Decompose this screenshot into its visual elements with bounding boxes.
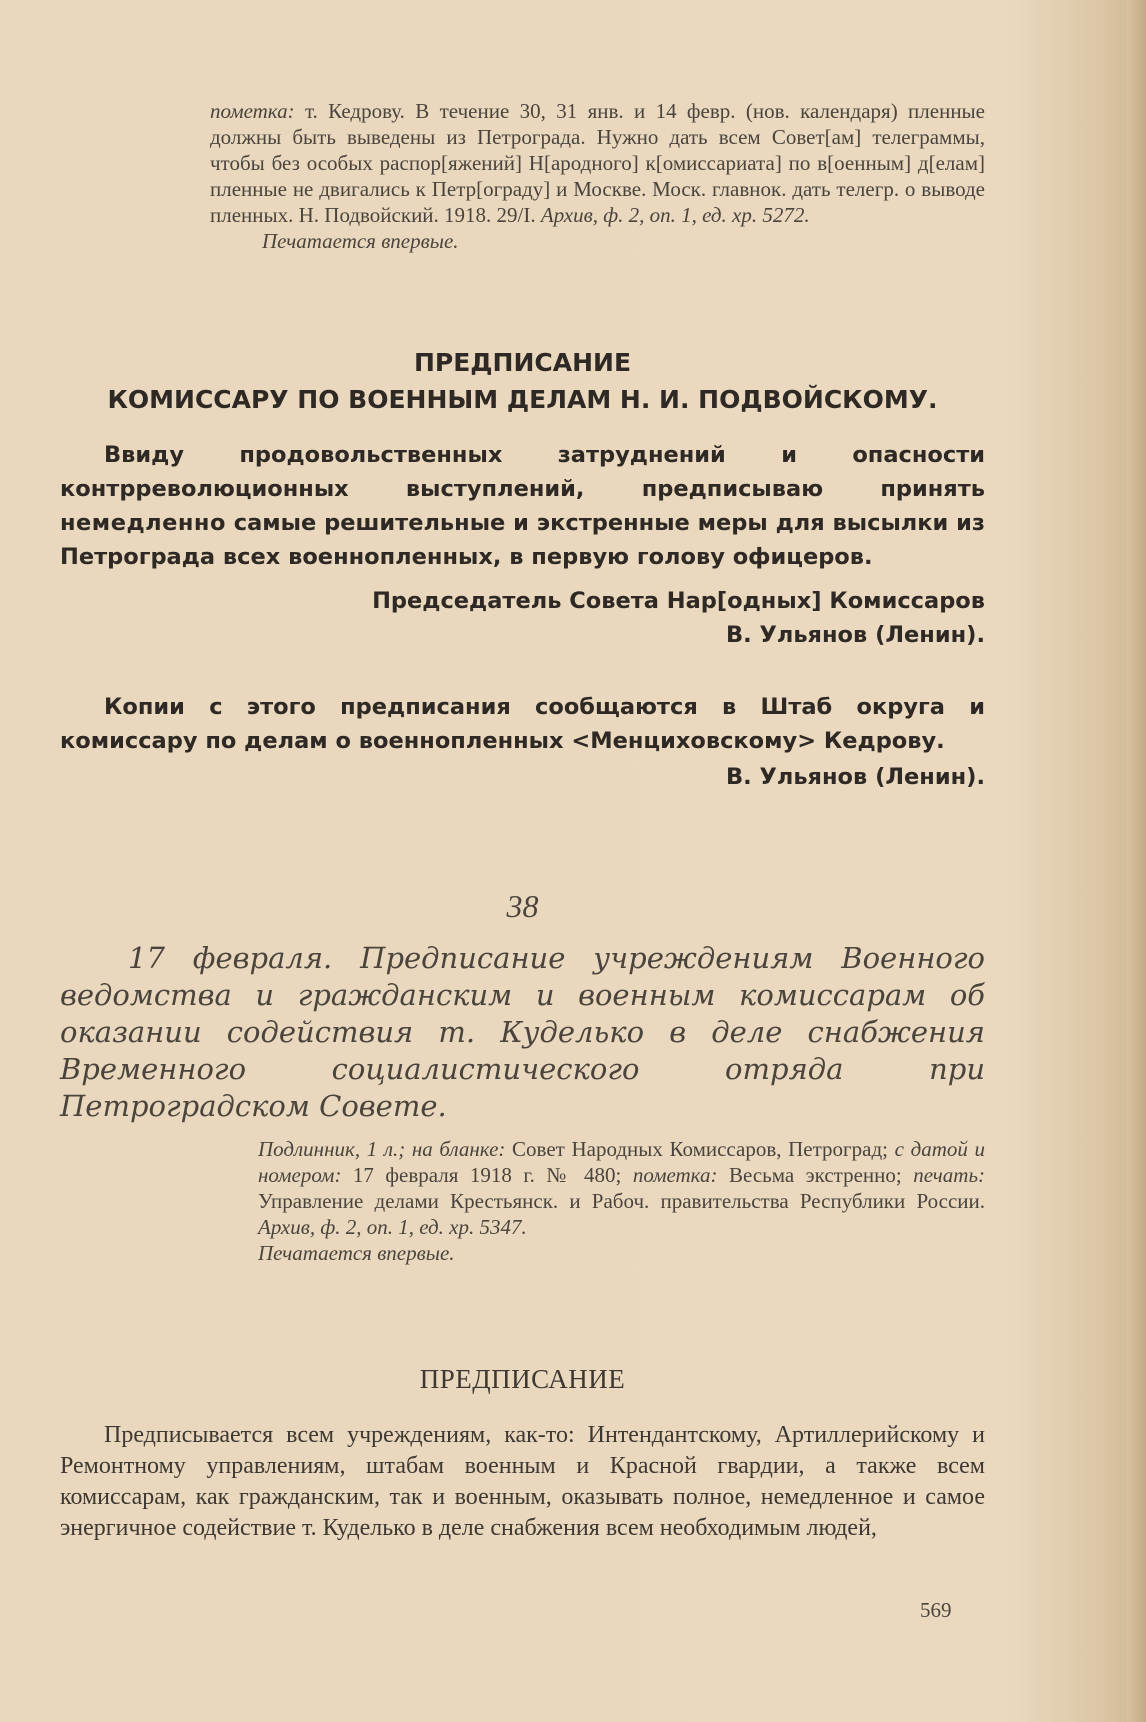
- order1-signature: [60, 584, 985, 652]
- source-printed: Печатается впервые.: [258, 1241, 455, 1265]
- source-text: [258, 1136, 985, 1240]
- source-label-1: Подлинник, 1 л.; на бланке:: [258, 1137, 506, 1161]
- source-label-3: пометка:: [632, 1163, 718, 1187]
- document-number: 38: [506, 888, 539, 924]
- source-text-3: Весьма экстренно;: [717, 1163, 914, 1187]
- signature-title: Председатель Совета Нар[одных] Комиссаров: [372, 588, 985, 614]
- page-number: 569: [920, 1598, 952, 1622]
- order2-text: Предписывается всем учреждениям, как-то: Интендантскому, Артиллерийскому и Ремонтному управлениям, штабам военным и Красной гвардии, а также всем комиссарам, как гражданским, так и военным, оказывать полное, немедленное и самое энергичное содействие т. Куделько в деле снабжения всем необходимым людей,: [60, 1422, 985, 1541]
- copies-block: [60, 690, 985, 758]
- order1-body-emph: немедленно: [60, 510, 226, 536]
- document-heading: 17 февраля. Предписание учреждениям Военного ведомства и гражданским и военным комиссарам об оказании содействия т. Куделько в деле снабжения Временного социалистического отряда при Петроградском Совете.: [60, 941, 985, 1123]
- page-edge: [1126, 0, 1146, 1722]
- copies-signature: В. Ульянов (Ленин).: [725, 764, 985, 790]
- order1-body-before: Ввиду продовольственных затруднений и опасности контрреволюционных выступлений, предписываю принять: [60, 442, 985, 502]
- order1-body-after: самые решительные и экстренные меры для высылки из Петрограда всех военнопленных, в первую голову офицеров.: [60, 510, 985, 570]
- order2-title: ПРЕДПИСАНИЕ: [419, 1364, 626, 1394]
- order1-body: [60, 438, 985, 574]
- note-printed: Печатается впервые.: [262, 229, 459, 253]
- copies-text: Копии с этого предписания сообщаются в Штаб округа и комиссару по делам о военнопленных <Менциховскому> Кедрову.: [60, 694, 985, 754]
- order1-title: [60, 344, 985, 418]
- order1-title-line2: КОМИССАРУ ПО ВОЕННЫМ ДЕЛАМ Н. И. ПОДВОЙСКОМУ.: [107, 385, 938, 414]
- source-text-2: 17 февраля 1918 г. № 480;: [341, 1163, 633, 1187]
- note-label: пометка:: [210, 99, 295, 123]
- source-label-2: с датой и номером:: [258, 1137, 985, 1187]
- order1-title-line1: ПРЕДПИСАНИЕ: [413, 348, 632, 377]
- source-archive: Архив, ф. 2, оп. 1, ед. хр. 5347.: [258, 1215, 527, 1239]
- document-source: [258, 1136, 985, 1266]
- top-note-text: [210, 98, 985, 228]
- order1-paragraph: [60, 438, 985, 574]
- top-note: [210, 98, 985, 254]
- note-archive: Архив, ф. 2, оп. 1, ед. хр. 5272.: [540, 203, 810, 227]
- signature-name: В. Ульянов (Ленин).: [725, 622, 985, 648]
- source-text-1: Совет Народных Комиссаров, Петроград;: [505, 1137, 895, 1161]
- note-body: т. Кедрову. В течение 30, 31 янв. и 14 февр. (нов. календаря) пленные должны быть выведены из Петрограда. Нужно дать всем Совет[ам] телеграммы, чтобы без особых распор[яжений] Н[ародного] к[омиссариата] по в[оенным] д[елам] пленные не двигались к Петр[ограду] и Москве. Моск. главнок. дать телегр. о выводе пленных. Н. Подвойский. 1918. 29/I.: [210, 99, 985, 227]
- source-text-4: Управление делами Крестьянск. и Рабоч. правительства Республики России.: [258, 1189, 985, 1213]
- source-label-4: печать:: [913, 1163, 985, 1187]
